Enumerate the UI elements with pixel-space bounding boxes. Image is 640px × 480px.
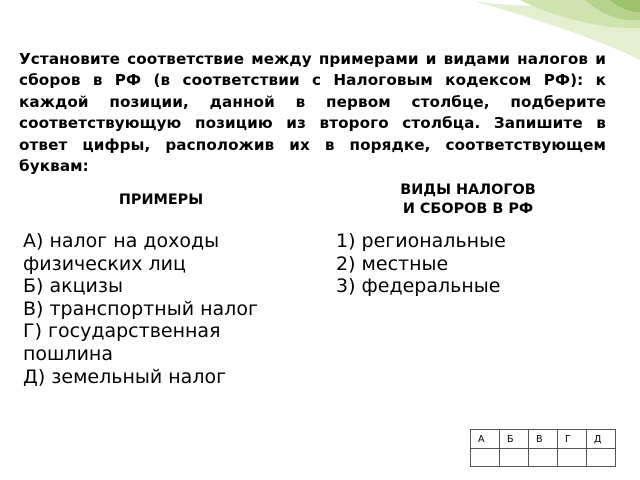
example-line: В) транспортный налог: [23, 297, 258, 320]
answer-table-answers-row: [471, 449, 616, 467]
answer-table: [470, 429, 616, 467]
example-line: Б) акцизы: [23, 275, 123, 298]
answer-input-cell[interactable]: [587, 449, 616, 467]
answer-table-letters-row: [471, 430, 616, 449]
task-instructions: Установите соответствие между примерами и видами налогов и сборов в РФ (в соответствии с Налоговым кодексом РФ): к каждой позиции, данной в первом столбце, подберите соответствующую позицию из второго столбца. Запишите в ответ цифры, расположив их в порядке, соответствующем буквам:: [19, 50, 606, 176]
example-line: пошлина: [23, 342, 113, 365]
tax-types-column-header: [358, 181, 578, 219]
tax-type-item: 1) региональные: [336, 230, 506, 252]
example-line: физических лиц: [23, 252, 186, 275]
answer-input-cell[interactable]: [529, 449, 558, 467]
answer-letter-cell: Г: [558, 430, 587, 449]
answer-letter-cell: Д: [587, 430, 616, 449]
tax-type-item: 3) федеральные: [336, 275, 501, 298]
example-line: А) налог на доходы: [23, 230, 220, 252]
tax-types-list: [336, 230, 596, 298]
example-line: Д) земельный налог: [23, 365, 227, 388]
examples-column-header: ПРИМЕРЫ: [118, 192, 204, 208]
answer-letter-cell: В: [529, 430, 558, 449]
tax-types-header-line-2: И СБОРОВ В РФ: [402, 201, 534, 217]
answer-input-cell[interactable]: [558, 449, 587, 467]
answer-input-cell[interactable]: [500, 449, 529, 467]
example-line: Г) государственная: [23, 320, 221, 343]
answer-input-cell[interactable]: [471, 449, 500, 467]
tax-types-header-line-1: ВИДЫ НАЛОГОВ: [400, 182, 536, 198]
tax-type-item: 2) местные: [336, 252, 449, 275]
examples-list: [23, 230, 313, 388]
answer-letter-cell: А: [471, 430, 500, 449]
answer-letter-cell: Б: [500, 430, 529, 449]
